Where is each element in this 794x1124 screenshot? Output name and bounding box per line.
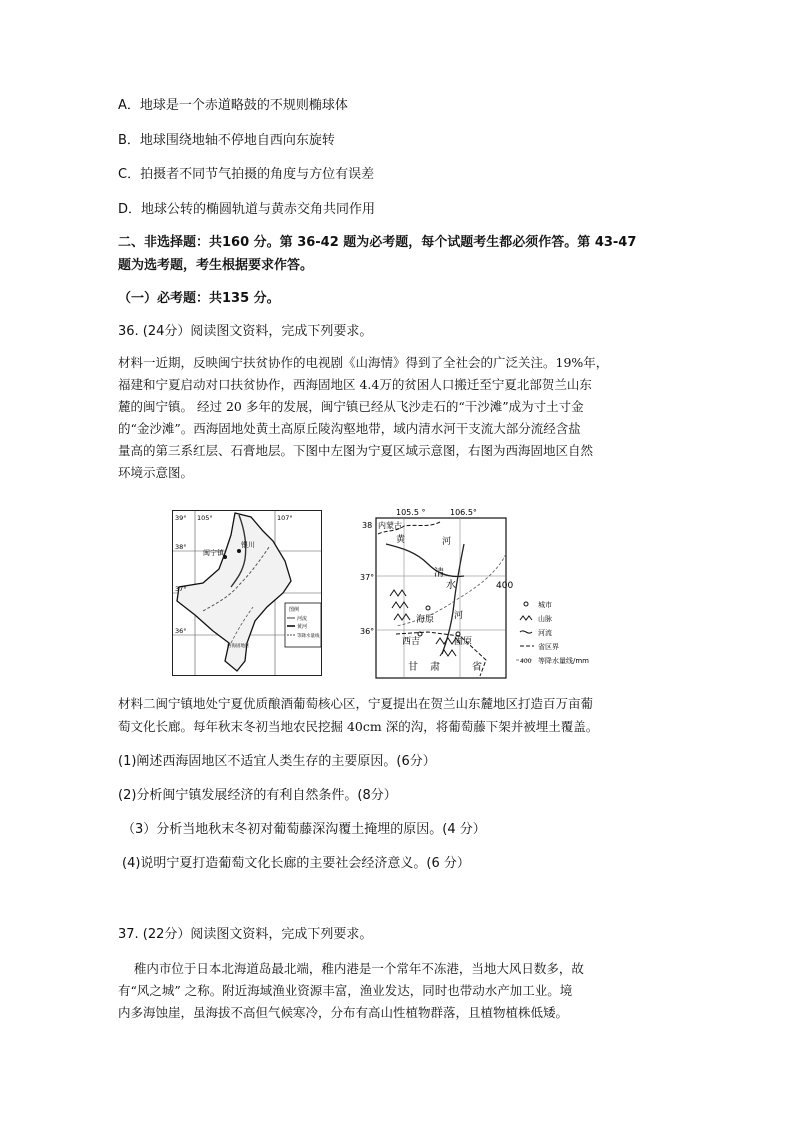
neimenggu-label: 内蒙古 bbox=[378, 521, 402, 530]
lat-39-label: 39° bbox=[175, 514, 187, 522]
legend-river-symbol bbox=[520, 631, 532, 633]
lon-105-label: 105° bbox=[197, 514, 213, 522]
q37-text-line1: 稚内市位于日本北海道岛最北端，稚内港是一个常年不冻港，当地大风日数多，故 bbox=[118, 961, 584, 976]
legend-river: 河流 bbox=[297, 616, 308, 622]
legend-yellow-river: 黄河 bbox=[297, 624, 308, 630]
legend-iso-value: 400 bbox=[520, 658, 532, 665]
xiji-label: 西吉 bbox=[402, 637, 421, 647]
legend-city: 城市 bbox=[538, 601, 552, 609]
minning-label: 闽宁镇 bbox=[203, 549, 224, 557]
q36-material1-line2: 福建和宁夏启动对口扶贫协作，西海固地区 4.4万的贫困人口搬迁至宁夏北部贺兰山东 bbox=[118, 377, 592, 392]
q36-question-4: (4)说明宁夏打造葡萄文化长廊的主要社会经济意义。(6 分） bbox=[122, 856, 470, 871]
option-d: D．地球公转的椭圆轨道与黄赤交角共同作用 bbox=[118, 202, 376, 217]
q36-material1-line5: 量高的第三系红层、石膏地层。下图中左图为宁夏区域示意图，右图为西海固地区自然 bbox=[118, 443, 594, 458]
lon-107-label: 107° bbox=[277, 514, 293, 522]
shui-label: 水 bbox=[446, 580, 456, 591]
guyuan-label: 固原 bbox=[454, 637, 473, 647]
option-a: A．地球是一个赤道略鼓的不规则椭球体 bbox=[118, 98, 348, 113]
he-label-2: 河 bbox=[454, 611, 464, 621]
option-b: B．地球围绕地轴不停地自西向东旋转 bbox=[118, 133, 335, 148]
q36-title: 36. (24分）阅读图文资料，完成下列要求。 bbox=[118, 324, 373, 339]
su-label: 肃 bbox=[430, 662, 440, 673]
q36-material1-line6: 环境示意图。 bbox=[118, 465, 194, 480]
he-label-1: 河 bbox=[442, 537, 452, 547]
section2-subheading: （一）必考题：共135 分。 bbox=[118, 291, 280, 306]
xihaigu-environment-map bbox=[356, 504, 636, 682]
xihaigu-label: 西海固地区 bbox=[227, 644, 250, 649]
yinchuan-label: 银川 bbox=[241, 541, 255, 549]
xihaigu-map-svg bbox=[356, 504, 636, 682]
section2-heading-line2: 题为选考题，考生根据要求作答。 bbox=[118, 258, 314, 273]
lon-1055-label: 105.5 ° bbox=[396, 508, 426, 517]
legend-river-right: 河流 bbox=[538, 629, 552, 637]
ningxia-map-svg bbox=[173, 511, 321, 675]
legend-title: 图例 bbox=[289, 607, 300, 613]
huang-label: 黄 bbox=[396, 535, 406, 545]
option-c: C．拍摄者不同节气拍摄的角度与方位有误差 bbox=[118, 167, 375, 182]
lat-38-right-label: 38 bbox=[362, 521, 373, 530]
gan-label: 甘 bbox=[408, 662, 418, 673]
legend-city-symbol bbox=[524, 602, 528, 606]
q36-material2-line2: 萄文化长廊。每年秋末冬初当地农民挖掘 40cm 深的沟，将葡萄藤下架并被埋土覆盖。 bbox=[118, 719, 599, 734]
q36-material1-line1: 材料一近期，反映闽宁扶贫协作的电视剧《山海情》得到了全社会的广泛关注。19%年， bbox=[118, 355, 609, 370]
q36-question-2: (2)分析闽宁镇发展经济的有利自然条件。(8分） bbox=[118, 788, 397, 803]
haiyuan-label: 海原 bbox=[416, 615, 435, 625]
legend-boundary: 省区界 bbox=[538, 643, 559, 651]
qing-label: 清 bbox=[434, 568, 444, 579]
section2-heading-line1: 二、非选择题：共160 分。第 36-42 题为必考题，每个试题考生都必须作答。第 43-47 bbox=[118, 235, 637, 250]
lon-1065-label: 106.5° bbox=[450, 508, 477, 517]
sheng-label: 省 bbox=[472, 662, 482, 673]
isohyet-400-label: 400 bbox=[496, 581, 514, 591]
q36-question-1: (1)阐述西海固地区不适宜人类生存的主要原因。(6分） bbox=[118, 754, 436, 769]
q37-title: 37. (22分）阅读图文资料，完成下列要求。 bbox=[118, 927, 373, 942]
lat-37-right-label: 37° bbox=[360, 573, 375, 582]
q36-material1-line3: 麓的闽宁镇。 经过 20 多年的发展，闽宁镇已经从飞沙走石的“干沙滩”成为寸土寸金 bbox=[118, 399, 584, 414]
lat-37-label: 37° bbox=[175, 585, 187, 593]
q37-text-line3: 内多海蚀崖，虽海拔不高但气候寒冷，分布有高山性植物群落，且植物植株低矮。 bbox=[118, 1005, 569, 1020]
q36-material1-line4: 的“金沙滩”。西海固地处黄土高原丘陵沟壑地带，域内清水河干支流大部分流经含盐 bbox=[118, 421, 581, 436]
lat-38-label: 38° bbox=[175, 543, 187, 551]
legend-isohyet: 等降水量线 bbox=[297, 634, 320, 639]
lat-36-right-label: 36° bbox=[360, 627, 375, 636]
q36-material2-line1: 材料二闽宁镇地处宁夏优质酿酒葡萄核心区，宁夏提出在贺兰山东麓地区打造百万亩葡 bbox=[118, 696, 594, 711]
lat-36-label: 36° bbox=[175, 627, 187, 635]
q37-text-line2: 有“风之城” 之称。附近海域渔业资源丰富，渔业发达，同时也带动水产加工业。境 bbox=[118, 983, 573, 998]
yinchuan-dot bbox=[237, 549, 241, 553]
legend-isohyet-right: 等降水量线/mm bbox=[538, 657, 589, 665]
ningxia-region-map bbox=[172, 510, 322, 676]
legend-mountain-symbol bbox=[520, 616, 532, 620]
q36-question-3: （3）分析当地秋末冬初对葡萄藤深沟覆土掩埋的原因。(4 分） bbox=[122, 822, 486, 837]
legend-mountain: 山脉 bbox=[538, 615, 552, 623]
